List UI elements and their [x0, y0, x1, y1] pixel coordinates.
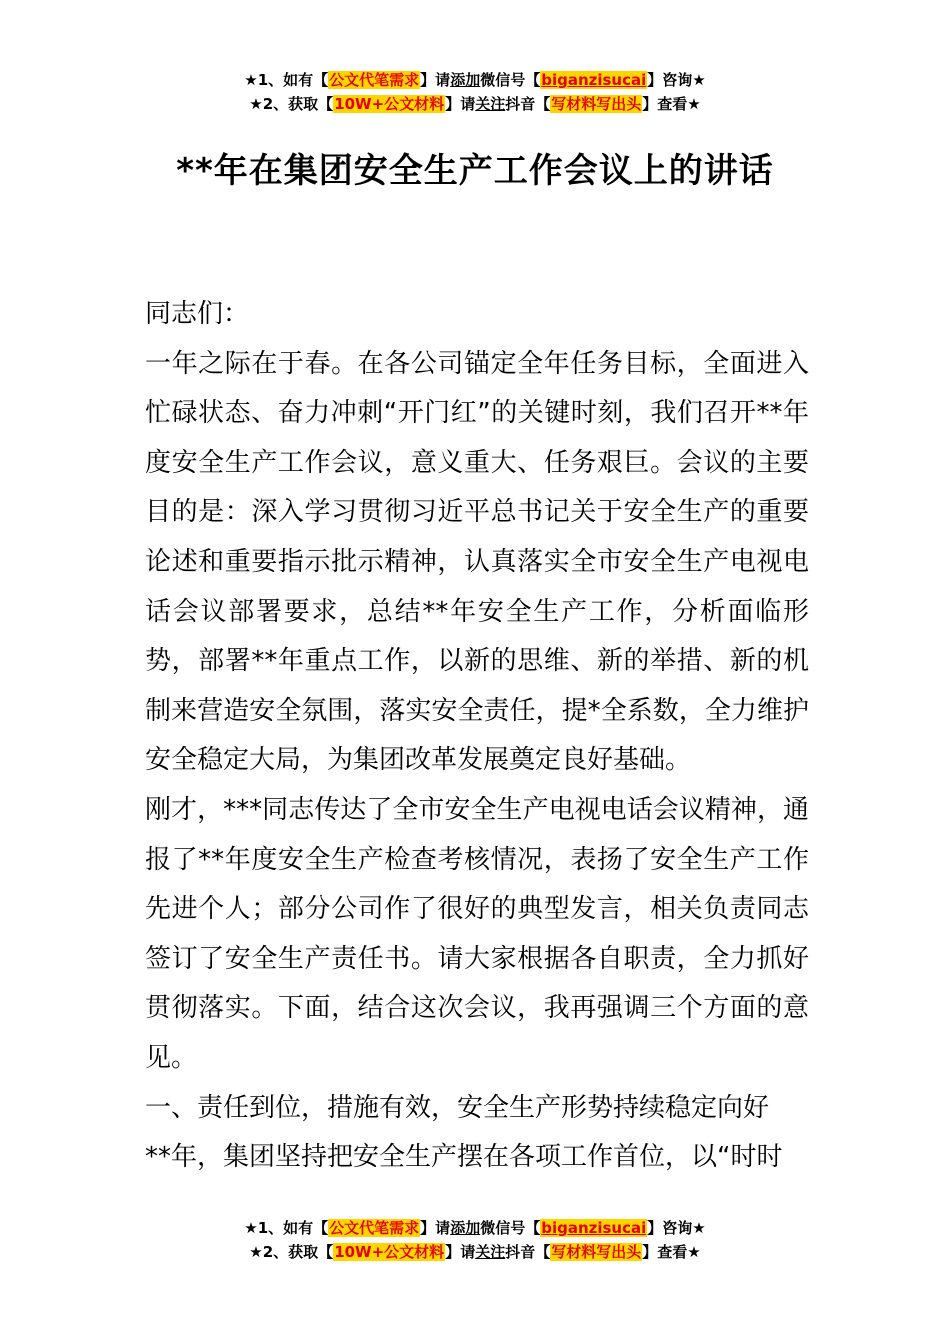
salutation: 同志们：: [145, 299, 250, 329]
body-paragraph: 一年之际在于春。在各公司锚定全年任务目标，全面进入忙碌状态、奋力冲刺“开门红”的关键时刻，我们召开**年度安全生产工作会议，意义重大、任务艰巨。会议的主要目的是：深入学习贯彻习近平总书记关于安全生产的重要论述和重要指示批示精神，认真落实全市安全生产电视电话会议部署要求，总结**年安全生产工作，分析面临形势，部署**年重点工作，以新的思维、新的举措、新的机制来营造安全氛围，落实安全责任，提*全系数，全力维护安全稳定大局，为集团改革发展奠定良好基础。: [145, 348, 809, 776]
promo-underlined-text: 关注: [475, 95, 506, 113]
promo-highlight-service: 公文代笔需求: [329, 71, 420, 89]
body-paragraph: **年，集团坚持把安全生产摆在各项工作首位，以“时时: [145, 1142, 783, 1173]
promo-highlight-materials: 10W+公文材料: [334, 1243, 445, 1261]
promo-text: ★1、如有【: [244, 1219, 329, 1237]
section-heading: 一、责任到位，措施有效，安全生产形势持续稳定向好: [145, 1092, 770, 1123]
promo-text: 】咨询★: [647, 71, 706, 89]
body-paragraph: 刚才，***同志传达了全市安全生产电视电话会议精神，通报了**年度安全生产检查考核情况，表扬了安全生产工作先进个人；部分公司作了很好的典型发言，相关负责同志签订了安全生产责任书。请大家根据各自职责，全力抓好贯彻落实。下面，结合这次会议，我再强调三个方面的意见。: [145, 794, 809, 1073]
promo-line-1: [0, 1216, 950, 1240]
promo-text: 微信号【: [480, 71, 541, 89]
promo-line-1: [0, 68, 950, 92]
promo-text: 】请: [420, 1219, 451, 1237]
document-title: **年在集团安全生产工作会议上的讲话: [176, 151, 774, 191]
promo-text: 】咨询★: [647, 1219, 706, 1237]
promo-text: 抖音【: [505, 95, 551, 113]
promo-underlined-text: 添加: [450, 71, 481, 89]
bottom-promo-banner: [0, 1216, 950, 1264]
wechat-id-link[interactable]: biganzisucai: [541, 71, 647, 89]
douyin-account-highlight: 写材料写出头: [551, 95, 642, 113]
promo-text: ★1、如有【: [244, 71, 329, 89]
wechat-id-link[interactable]: biganzisucai: [541, 1219, 647, 1237]
top-promo-banner: [0, 68, 950, 116]
promo-text: 】查看★: [642, 95, 701, 113]
promo-highlight-service: 公文代笔需求: [329, 1219, 420, 1237]
promo-line-2: [0, 92, 950, 116]
promo-text: ★2、获取【: [249, 1243, 334, 1261]
promo-text: ★2、获取【: [249, 95, 334, 113]
promo-underlined-text: 关注: [475, 1243, 506, 1261]
promo-line-2: [0, 1240, 950, 1264]
douyin-account-highlight: 写材料写出头: [551, 1243, 642, 1261]
promo-text: 微信号【: [480, 1219, 541, 1237]
promo-text: 】查看★: [642, 1243, 701, 1261]
document-body: [145, 290, 809, 1183]
promo-text: 】请: [445, 95, 476, 113]
promo-underlined-text: 添加: [450, 1219, 481, 1237]
promo-text: 】请: [445, 1243, 476, 1261]
promo-text: 抖音【: [505, 1243, 551, 1261]
promo-highlight-materials: 10W+公文材料: [334, 95, 445, 113]
promo-text: 】请: [420, 71, 451, 89]
